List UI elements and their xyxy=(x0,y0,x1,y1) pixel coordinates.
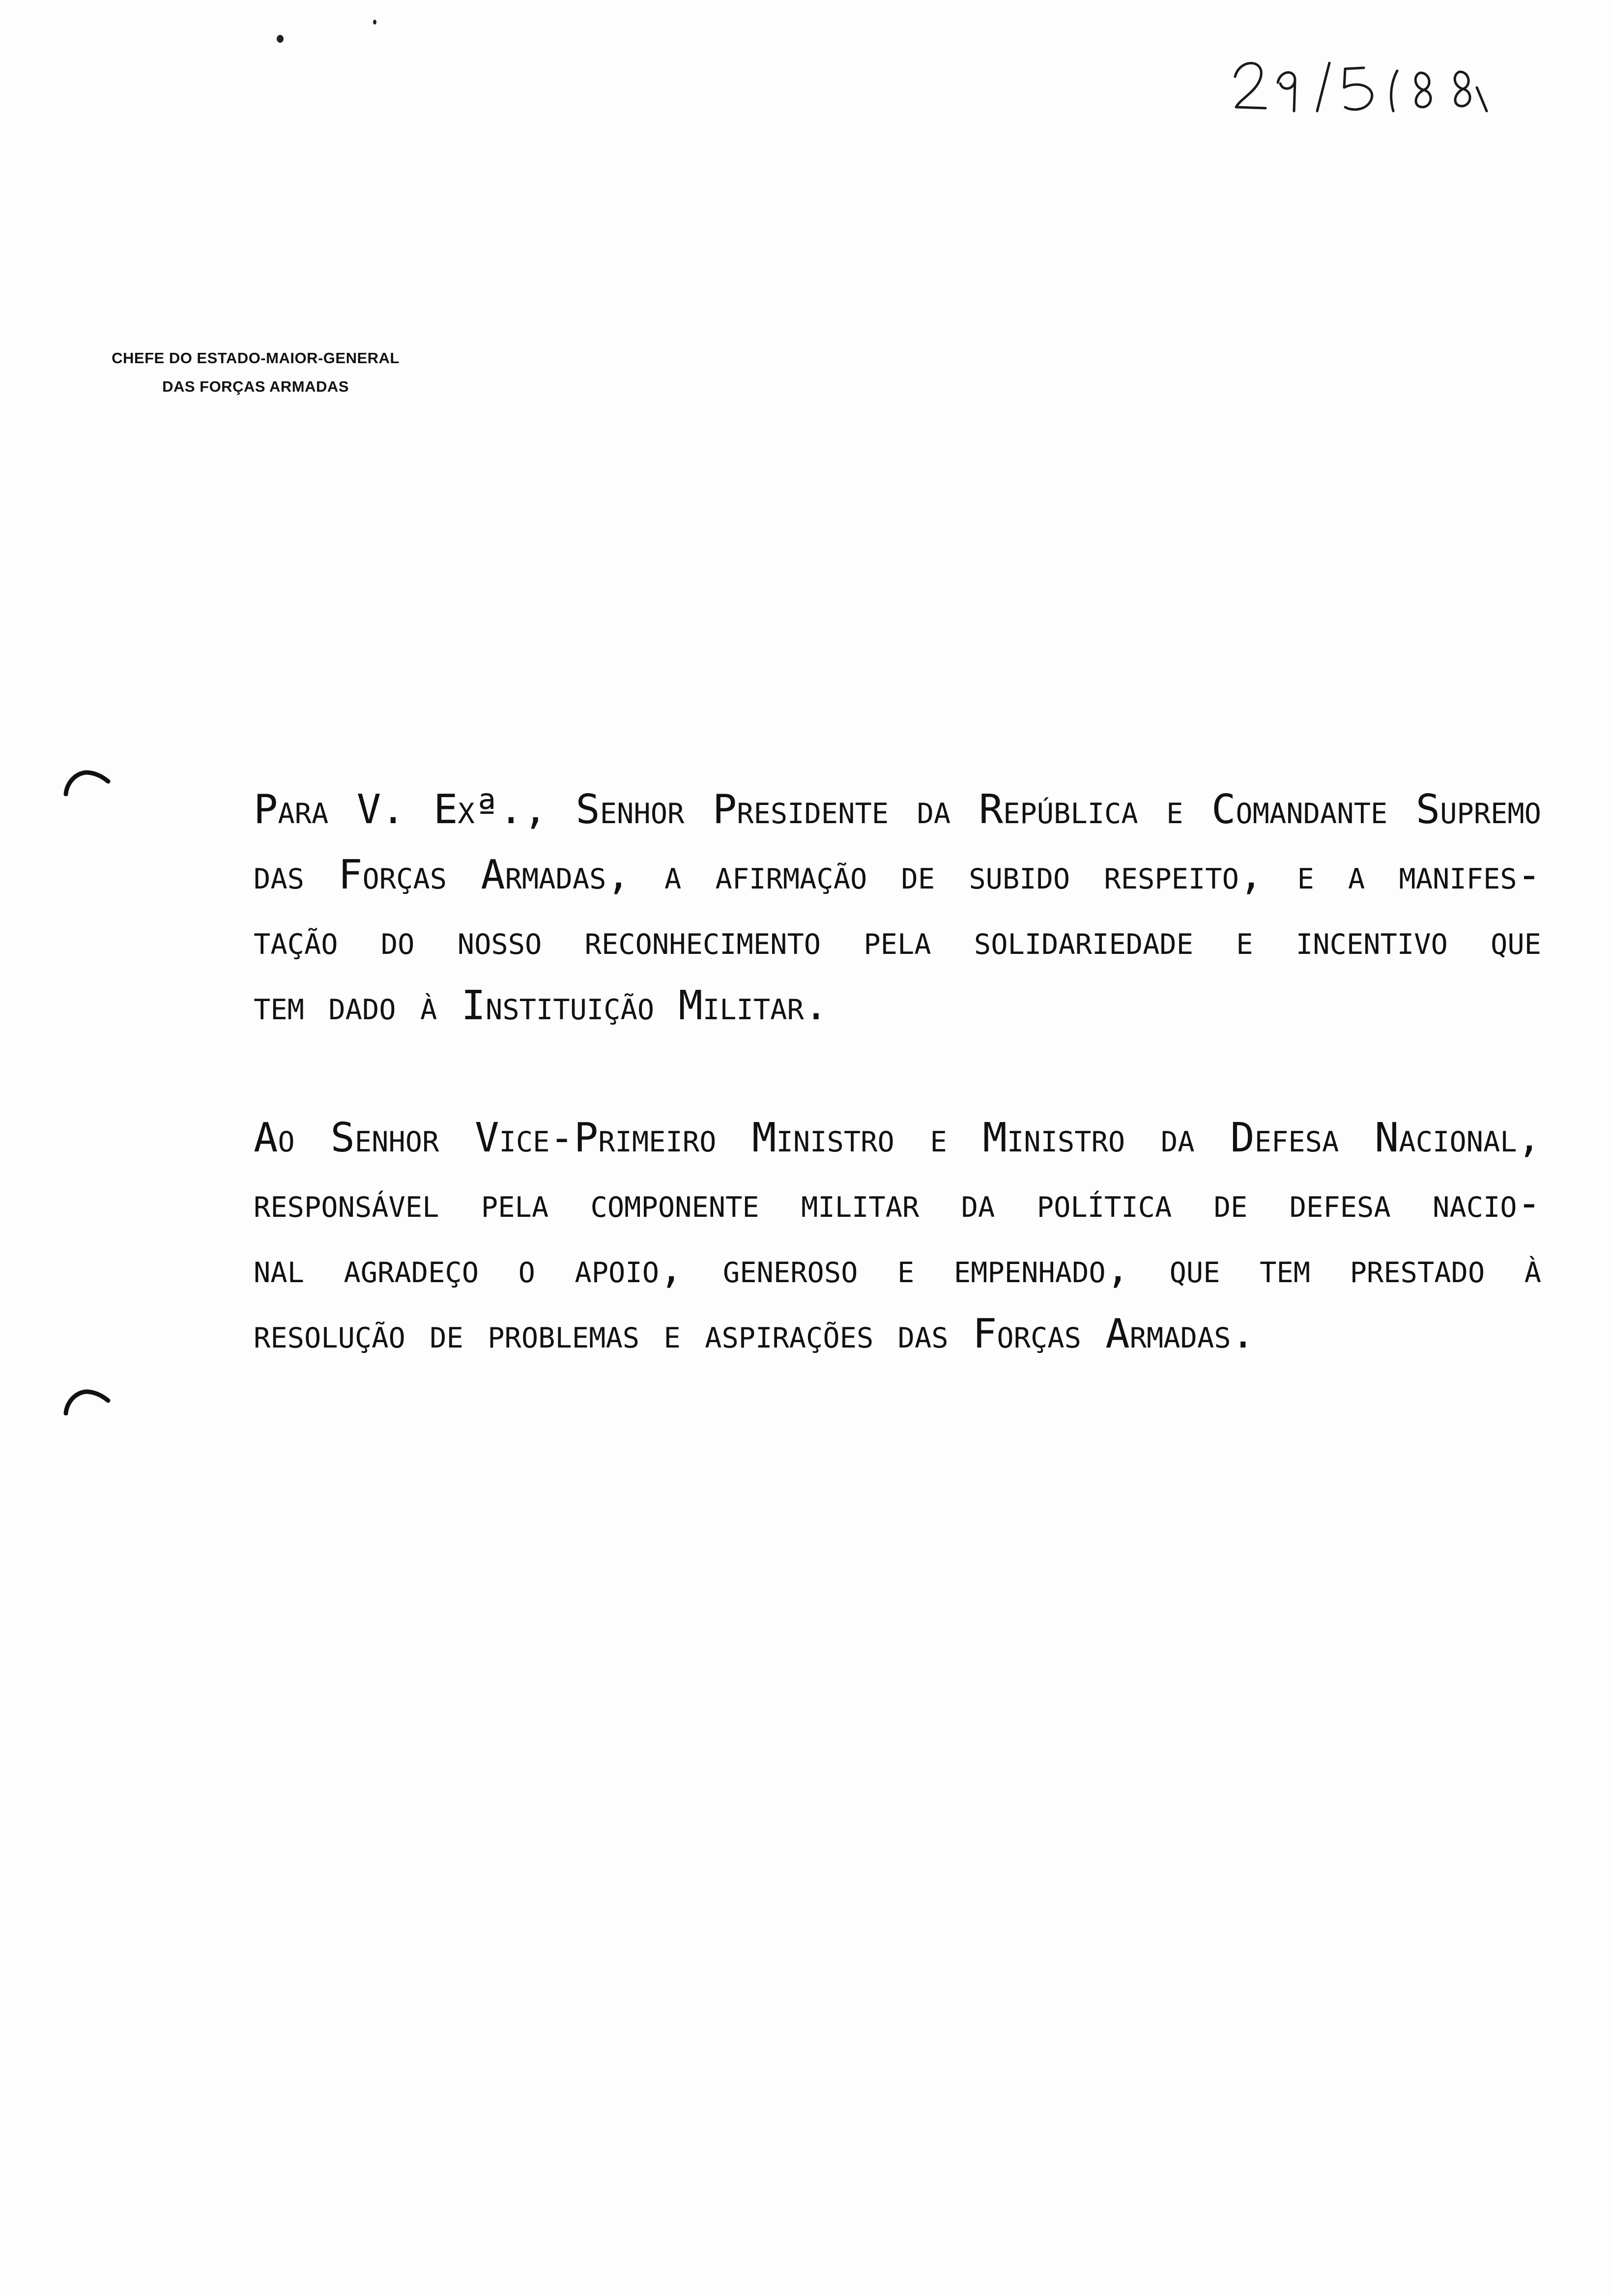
paragraph-line: nal agradeço o apoio, generoso e empenhado, que tem prestado à xyxy=(254,1245,1541,1292)
paragraph-line: tação do nosso reconhecimento pela solidariedade e incentivo que xyxy=(254,917,1541,964)
handwritten-date xyxy=(1231,53,1506,122)
scan-speck xyxy=(373,20,376,25)
paragraph-line: Para V. Exª., Senhor Presidente da República e Comandante Supremo xyxy=(254,786,1541,833)
paragraph-line: tem dado à Instituição Militar. xyxy=(254,982,829,1029)
letterhead-line-2: DAS FORÇAS ARMADAS xyxy=(162,378,349,395)
punch-hole-mark xyxy=(63,1386,112,1415)
paragraph-line: das Forças Armadas, a afirmação de subido respeito, e a manifes- xyxy=(254,852,1541,898)
punch-hole-mark xyxy=(63,767,112,796)
letterhead xyxy=(79,344,432,401)
paragraph-line: responsável pela componente militar da política de defesa nacio- xyxy=(254,1180,1541,1227)
paragraph-line: Ao Senhor Vice-Primeiro Ministro e Ministro da Defesa Nacional, xyxy=(254,1115,1541,1161)
scan-speck xyxy=(277,35,284,43)
paragraph-line: resolução de problemas e aspirações das Forças Armadas. xyxy=(254,1311,1255,1357)
letterhead-line-1: CHEFE DO ESTADO-MAIOR-GENERAL xyxy=(112,349,400,367)
